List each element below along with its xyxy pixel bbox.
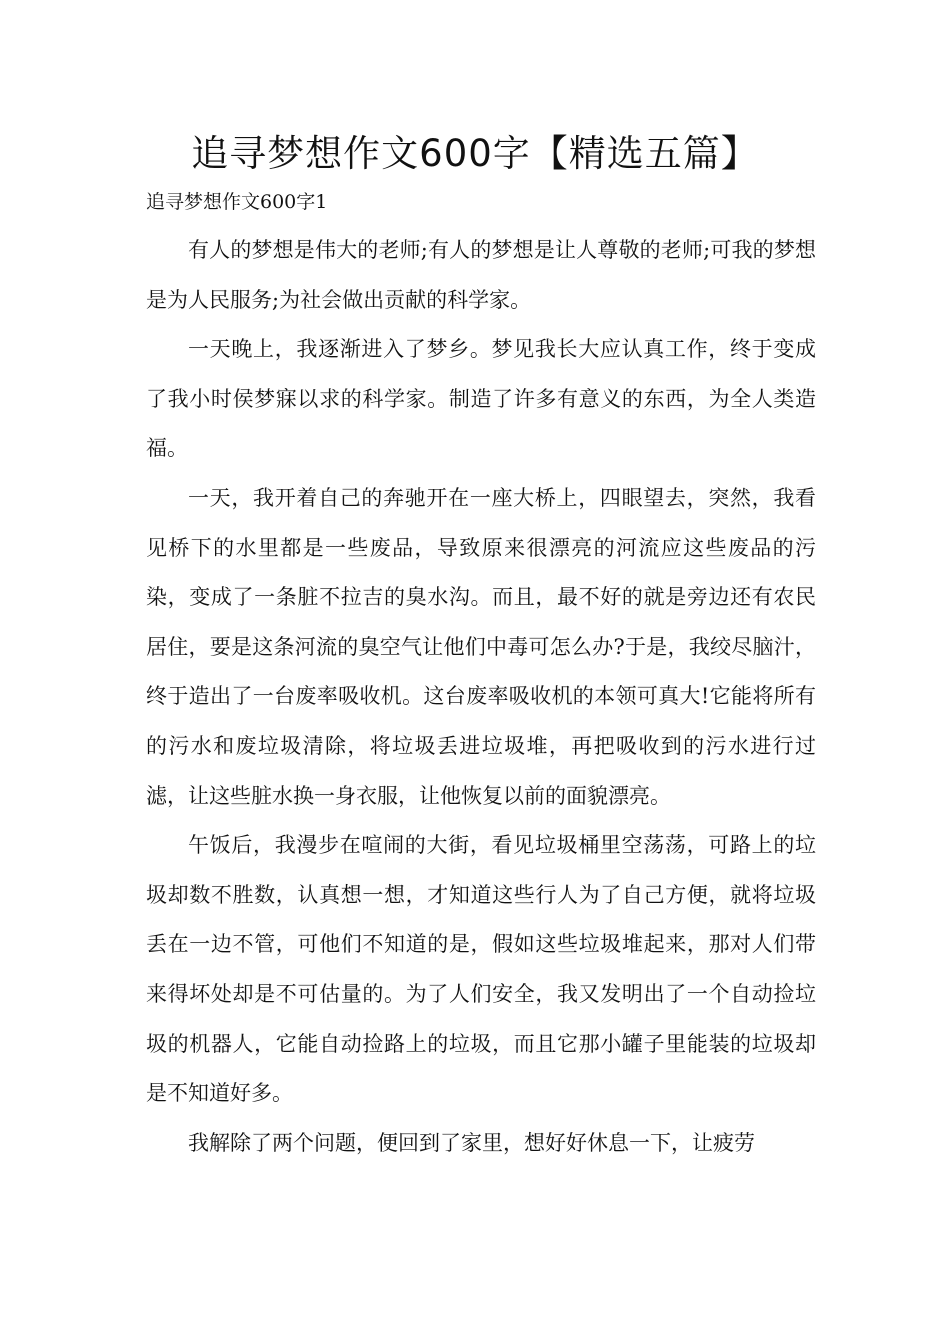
paragraph-4: 午饭后，我漫步在喧闹的大街，看见垃圾桶里空荡荡，可路上的垃圾却数不胜数，认真想一想，才知道这些行人为了自己方便，就将垃圾丢在一边不管，可他们不知道的是，假如这些垃圾堆起来，那对人们带来得坏处却是不可估量的。为了人们安全，我又发明出了一个自动捡垃圾的机器人，它能自动捡路上的垃圾，而且它那小罐子里能装的垃圾却是不知道好多。	[146, 833, 816, 1106]
article-body	[146, 226, 816, 1168]
paragraph-1: 有人的梦想是伟大的老师;有人的梦想是让人尊敬的老师;可我的梦想是为人民服务;为社会做出贡献的科学家。	[146, 238, 816, 312]
paragraph-3: 一天，我开着自己的奔驰开在一座大桥上，四眼望去，突然，我看见桥下的水里都是一些废品，导致原来很漂亮的河流应这些废品的污染，变成了一条脏不拉吉的臭水沟。而且，最不好的就是旁边还有农民居住，要是这条河流的臭空气让他们中毒可怎么办?于是，我绞尽脑汁，终于造出了一台废率吸收机。这台废率吸收机的本领可真大!它能将所有的污水和废垃圾清除，将垃圾丢进垃圾堆，再把吸收到的污水进行过滤，让这些脏水换一身衣服，让他恢复以前的面貌漂亮。	[146, 485, 816, 808]
paragraph-5: 我解除了两个问题，便回到了家里，想好好休息一下，让疲劳	[188, 1130, 755, 1155]
document-title: 追寻梦想作文600字【精选五篇】	[191, 132, 759, 175]
section-heading: 追寻梦想作文600字1	[146, 191, 328, 213]
paragraph-2: 一天晚上，我逐渐进入了梦乡。梦见我长大应认真工作，终于变成了我小时侯梦寐以求的科学家。制造了许多有意义的东西，为全人类造福。	[146, 337, 816, 461]
